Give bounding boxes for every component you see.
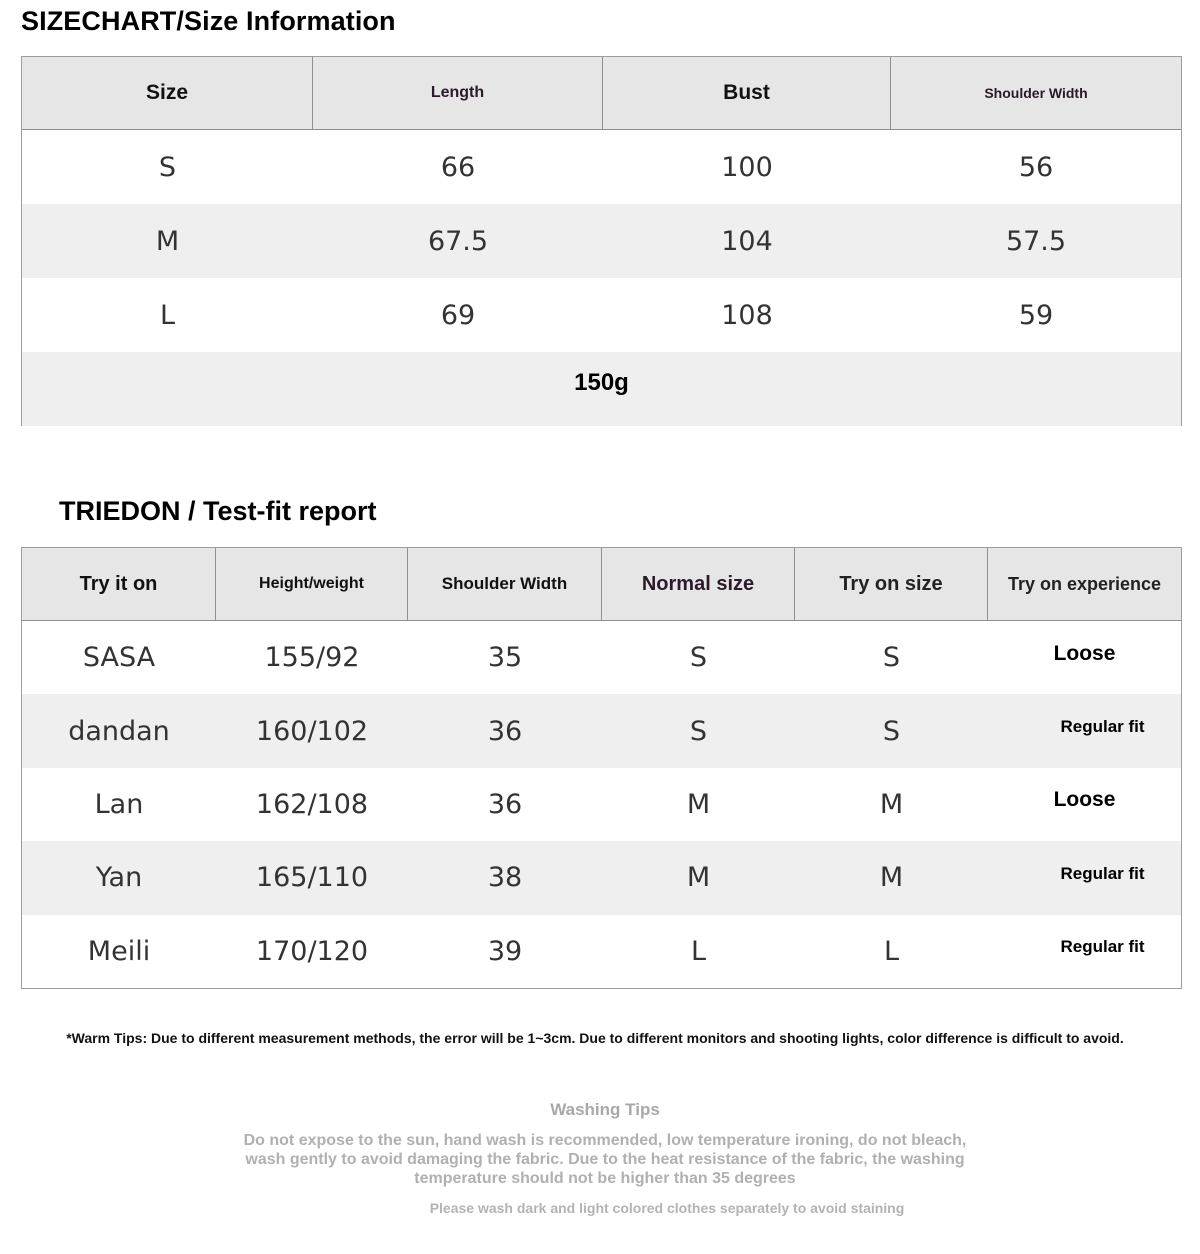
cell-try-on-size: M xyxy=(879,862,904,894)
cell-model-name: Meili xyxy=(87,935,151,967)
size-chart-table xyxy=(21,56,1182,426)
cell-model-name: Yan xyxy=(95,862,143,894)
cell-model-name: dandan xyxy=(68,715,170,747)
table-row xyxy=(22,768,1181,841)
header-size: Size xyxy=(22,57,313,129)
cell-experience: Regular fit xyxy=(1060,863,1145,883)
cell-size: S xyxy=(158,151,177,183)
cell-shoulder-width: 38 xyxy=(487,862,523,894)
cell-shoulder-width: 39 xyxy=(487,935,523,967)
header-try-on-size: Try on size xyxy=(795,548,988,620)
cell-model-name: Lan xyxy=(94,788,144,820)
header-normal-size: Normal size xyxy=(602,548,795,620)
cell-normal-size: M xyxy=(686,862,711,894)
fit-table-header xyxy=(22,548,1181,621)
fit-report-table xyxy=(21,547,1182,989)
size-chart-title: SIZECHART/Size Information xyxy=(21,6,396,36)
cell-length: 66 xyxy=(440,151,476,183)
cell-height-weight: 165/110 xyxy=(255,862,369,894)
header-try-it-on: Try it on xyxy=(22,548,216,620)
cell-experience: Loose xyxy=(1053,788,1116,812)
table-row xyxy=(22,841,1181,914)
cell-shoulder-width: 35 xyxy=(487,642,523,674)
table-row xyxy=(22,621,1181,694)
cell-bust: 100 xyxy=(721,151,773,183)
header-shoulder-width: Shoulder Width xyxy=(408,548,602,620)
header-bust: Bust xyxy=(603,57,891,129)
warm-tips-text: *Warm Tips: Due to different measurement methods, the error will be 1~3cm. Due to different monitors and shooting lights, color difference is difficult to avoid. xyxy=(66,1030,1124,1046)
cell-experience: Regular fit xyxy=(1060,937,1145,957)
cell-shoulder-width: 36 xyxy=(487,788,523,820)
header-shoulder-width: Shoulder Width xyxy=(984,85,1088,101)
cell-try-on-size: L xyxy=(883,935,900,967)
cell-normal-size: M xyxy=(686,788,711,820)
cell-try-on-size: M xyxy=(879,788,904,820)
size-table-header xyxy=(22,57,1181,130)
cell-size: M xyxy=(155,225,180,257)
header-try-on-experience: Try on experience xyxy=(1007,573,1162,594)
cell-bust: 108 xyxy=(721,299,773,331)
cell-normal-size: L xyxy=(690,935,707,967)
cell-shoulder-width: 56 xyxy=(1018,151,1054,183)
cell-bust: 104 xyxy=(721,225,773,257)
cell-height-weight: 162/108 xyxy=(255,788,369,820)
washing-tips-title: Washing Tips xyxy=(550,1100,660,1119)
cell-shoulder-width: 59 xyxy=(1018,299,1054,331)
cell-try-on-size: S xyxy=(882,642,901,674)
cell-height-weight: 170/120 xyxy=(255,935,369,967)
cell-height-weight: 155/92 xyxy=(264,642,360,674)
cell-length: 67.5 xyxy=(427,225,489,257)
table-row xyxy=(22,694,1181,767)
cell-model-name: SASA xyxy=(82,642,156,674)
cell-experience: Loose xyxy=(1053,641,1116,665)
table-row xyxy=(22,278,1181,352)
garment-weight: 150g xyxy=(22,352,1181,426)
washing-tips-text: Do not expose to the sun, hand wash is recommended, low temperature ironing, do not bleach, wash gently to avoid damaging the fabric. Due to the heat resistance of the fabric, the washing temperature should not be higher than 35 degrees xyxy=(243,1132,967,1187)
header-height-weight: Height/weight xyxy=(216,548,408,620)
cell-height-weight: 160/102 xyxy=(255,715,369,747)
fit-report-title: TRIEDON / Test-fit report xyxy=(59,496,377,526)
table-row xyxy=(22,130,1181,204)
cell-size: L xyxy=(159,299,176,331)
cell-experience: Regular fit xyxy=(1060,717,1145,737)
table-row xyxy=(22,204,1181,278)
cell-shoulder-width: 36 xyxy=(487,715,523,747)
table-row xyxy=(22,915,1181,988)
cell-try-on-size: S xyxy=(882,715,901,747)
cell-shoulder-width: 57.5 xyxy=(1005,225,1067,257)
cell-length: 69 xyxy=(440,299,476,331)
header-length: Length xyxy=(313,57,603,129)
cell-normal-size: S xyxy=(689,715,708,747)
washing-note-text: Please wash dark and light colored clothes separately to avoid staining xyxy=(429,1200,905,1216)
cell-normal-size: S xyxy=(689,642,708,674)
